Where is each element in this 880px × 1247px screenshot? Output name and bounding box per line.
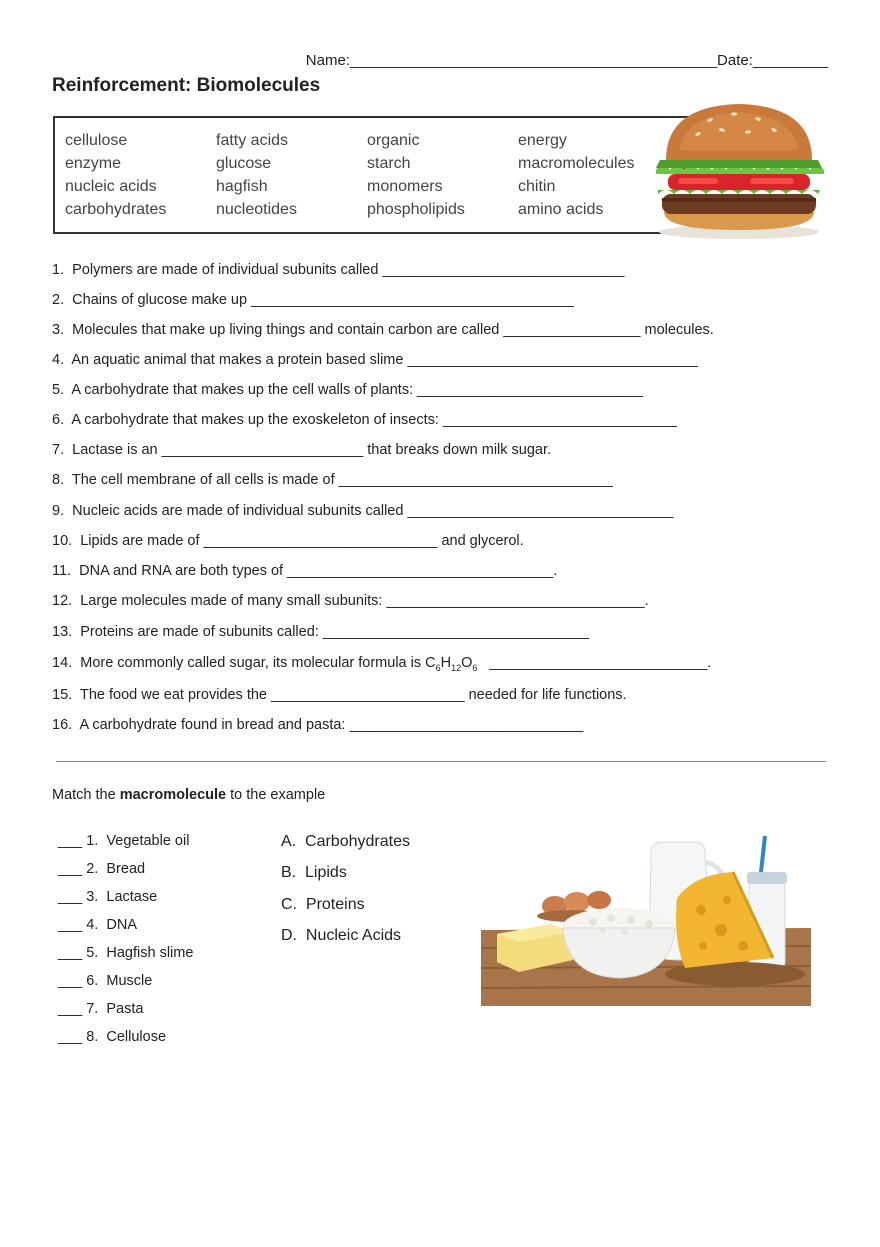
question-text: A carbohydrate found in bread and pasta: <box>79 717 350 733</box>
option-c <box>281 896 365 914</box>
question-number: 2. <box>52 292 65 308</box>
match-item-2 <box>58 861 145 877</box>
question-number: 3. <box>52 322 65 338</box>
question-text: Lactase is an <box>72 442 162 458</box>
question-number: 16. <box>52 717 73 733</box>
word-bank-term: carbohydrates <box>65 201 167 218</box>
answer-blank[interactable]: ________________________ <box>271 687 465 703</box>
match-label: Lactase <box>106 889 158 905</box>
option-a <box>281 833 410 851</box>
matching-instructions <box>52 787 325 803</box>
answer-blank[interactable]: ________________________________________ <box>251 292 574 308</box>
answer-blank[interactable]: __________________________________ <box>338 472 613 488</box>
question-text-after: . <box>707 655 712 671</box>
match-blank[interactable]: ___ <box>58 833 83 849</box>
instructions-text: Match the <box>52 787 120 803</box>
answer-blank[interactable]: ___________________________ <box>489 655 708 671</box>
question-number: 9. <box>52 503 65 519</box>
word-bank-term: glucose <box>216 155 272 172</box>
instructions-bold: macromolecule <box>119 787 227 803</box>
question-number: 7. <box>52 442 65 458</box>
word-bank-term: cellulose <box>65 132 128 149</box>
option-label: Nucleic Acids <box>305 927 402 944</box>
answer-blank[interactable]: ______________________________ <box>382 262 625 278</box>
question-number: 1. <box>52 262 65 278</box>
question-number: 12. <box>52 593 73 609</box>
question-text-after: that breaks down milk sugar. <box>363 442 552 458</box>
match-number: 2. <box>86 861 99 877</box>
option-label: Proteins <box>305 896 365 913</box>
question-number: 8. <box>52 472 65 488</box>
question-number: 6. <box>52 412 65 428</box>
question-text-after: . <box>644 593 649 609</box>
word-bank-term: hagfish <box>216 178 268 195</box>
question-number: 10. <box>52 533 73 549</box>
question-3 <box>52 322 714 338</box>
question-text: Large molecules made of many small subunits: <box>80 593 387 609</box>
match-number: 6. <box>86 973 99 989</box>
question-number: 4. <box>52 352 65 368</box>
question-text: The cell membrane of all cells is made of <box>71 472 339 488</box>
answer-blank[interactable]: _____________________________ <box>203 533 438 549</box>
question-6 <box>52 412 677 428</box>
match-item-3 <box>58 889 157 905</box>
word-bank-term: organic <box>367 132 420 149</box>
word-bank-column-1 <box>65 129 166 221</box>
instructions-text: to the example <box>226 787 326 803</box>
word-bank-term: enzyme <box>65 155 122 172</box>
match-number: 4. <box>86 917 99 933</box>
question-number: 15. <box>52 687 73 703</box>
match-label: DNA <box>106 917 138 933</box>
question-text: Polymers are made of individual subunits called <box>72 262 383 278</box>
question-text: A carbohydrate that makes up the cell walls of plants: <box>71 382 418 398</box>
question-text: Nucleic acids are made of individual subunits called <box>72 503 408 519</box>
option-d <box>281 927 401 945</box>
question-10 <box>52 533 524 549</box>
match-item-8 <box>58 1029 166 1045</box>
question-8 <box>52 472 613 488</box>
answer-blank[interactable]: _____________________________ <box>442 412 677 428</box>
question-1 <box>52 262 624 278</box>
answer-blank[interactable]: _________________________________ <box>287 563 554 579</box>
question-12 <box>52 593 649 609</box>
match-item-4 <box>58 917 137 933</box>
question-13 <box>52 624 589 640</box>
answer-blank[interactable]: ____________________________________ <box>407 352 698 368</box>
option-letter: C. <box>281 896 297 913</box>
question-16 <box>52 717 583 733</box>
match-number: 3. <box>86 889 99 905</box>
word-bank-term: starch <box>367 155 411 172</box>
question-text: More commonly called sugar, its molecular formula is <box>80 655 426 671</box>
question-number: 5. <box>52 382 65 398</box>
match-blank[interactable]: ___ <box>58 945 83 961</box>
question-number: 11. <box>52 563 72 579</box>
answer-blank[interactable]: _________________ <box>503 322 641 338</box>
option-letter: D. <box>281 927 297 944</box>
page-title: Reinforcement: Biomolecules <box>52 75 321 96</box>
name-label: Name: <box>305 52 350 69</box>
match-label: Muscle <box>106 973 153 989</box>
question-9 <box>52 503 674 519</box>
match-blank[interactable]: ___ <box>58 1029 83 1045</box>
match-number: 7. <box>86 1001 99 1017</box>
word-bank-term: nucleic acids <box>65 178 157 195</box>
date-blank[interactable]: _________ <box>752 52 828 69</box>
question-text: Molecules that make up living things and contain carbon are called <box>72 322 504 338</box>
word-bank-term: amino acids <box>518 201 604 218</box>
question-number: 13. <box>52 624 73 640</box>
match-label: Pasta <box>106 1001 144 1017</box>
answer-blank[interactable]: _________________________________ <box>322 624 589 640</box>
match-item-7 <box>58 1001 143 1017</box>
match-blank[interactable]: ___ <box>58 861 83 877</box>
question-15 <box>52 687 627 703</box>
question-text: The food we eat provides the <box>79 687 272 703</box>
hamburger-illustration <box>650 100 828 240</box>
question-text-after: and glycerol. <box>437 533 524 549</box>
question-text-after: needed for life functions. <box>464 687 627 703</box>
match-number: 8. <box>86 1029 99 1045</box>
question-text: An aquatic animal that makes a protein based slime <box>71 352 408 368</box>
question-5 <box>52 382 643 398</box>
answer-blank[interactable]: _________________________________ <box>407 503 674 519</box>
match-label: Hagfish slime <box>106 945 194 961</box>
word-bank-term: macromolecules <box>518 155 635 172</box>
match-number: 1. <box>86 833 99 849</box>
match-number: 5. <box>86 945 99 961</box>
match-label: Bread <box>106 861 146 877</box>
question-11 <box>52 563 557 579</box>
question-text: Chains of glucose make up <box>72 292 252 308</box>
word-bank-term: fatty acids <box>216 132 289 149</box>
word-bank-column-2 <box>216 129 297 221</box>
question-4 <box>52 352 698 368</box>
match-blank[interactable]: ___ <box>58 889 83 905</box>
option-label: Lipids <box>305 864 347 881</box>
option-letter: B. <box>281 864 297 881</box>
match-blank[interactable]: ___ <box>58 1001 83 1017</box>
glucose-formula: $C_6H_{12}O_6$ <box>425 655 478 673</box>
option-b <box>281 864 347 882</box>
section-divider <box>56 761 826 762</box>
question-2 <box>52 292 574 308</box>
question-text: Proteins are made of subunits called: <box>80 624 323 640</box>
match-blank[interactable]: ___ <box>58 917 83 933</box>
question-text: Lipids are made of <box>80 533 204 549</box>
match-item-1 <box>58 833 189 849</box>
word-bank-column-4 <box>518 129 634 221</box>
dairy-products-illustration <box>481 828 811 1008</box>
match-label: Cellulose <box>106 1029 167 1045</box>
option-letter: A. <box>281 833 297 850</box>
question-text: A carbohydrate that makes up the exoskeleton of insects: <box>71 412 443 428</box>
match-blank[interactable]: ___ <box>58 973 83 989</box>
question-text: DNA and RNA are both types of <box>79 563 288 579</box>
word-bank-term: energy <box>518 132 567 149</box>
question-text-after: . <box>553 563 558 579</box>
name-blank[interactable]: ____________________________________________ <box>349 52 718 69</box>
word-bank-term: chitin <box>518 178 556 195</box>
match-label: Vegetable oil <box>106 833 190 849</box>
word-bank-column-3 <box>367 129 465 221</box>
option-label: Carbohydrates <box>305 833 410 850</box>
question-text-after: molecules. <box>640 322 714 338</box>
answer-blank[interactable]: _________________________ <box>161 442 364 458</box>
word-bank-term: phospholipids <box>367 201 465 218</box>
question-7 <box>52 442 551 458</box>
word-bank-term: monomers <box>367 178 443 195</box>
answer-blank[interactable]: ________________________________ <box>386 593 645 609</box>
word-bank <box>53 116 695 234</box>
date-label: Date: <box>717 52 753 69</box>
answer-blank[interactable]: ____________________________ <box>417 382 643 398</box>
match-item-6 <box>58 973 152 989</box>
answer-blank[interactable]: _____________________________ <box>349 717 584 733</box>
word-bank-term: nucleotides <box>216 201 297 218</box>
name-date-line <box>0 52 828 69</box>
question-number: 14. <box>52 655 73 671</box>
match-item-5 <box>58 945 193 961</box>
question-14 <box>52 655 711 673</box>
